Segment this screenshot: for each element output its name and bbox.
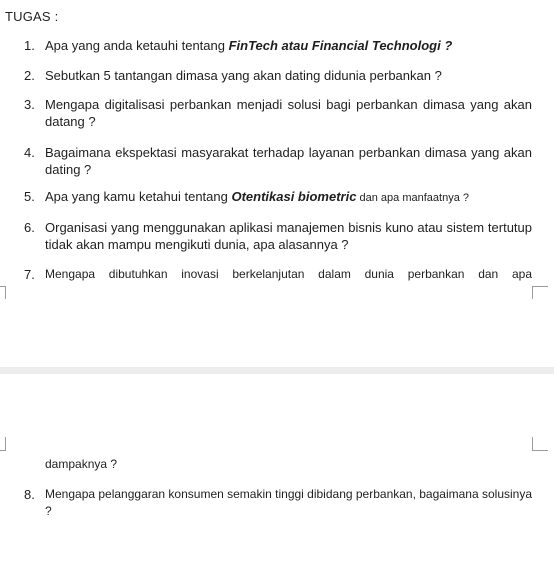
question-number: 5.: [24, 189, 35, 204]
question-text: Apa yang kamu ketahui tentang: [45, 189, 232, 204]
question-7-continued: [24, 456, 532, 473]
question-5: [24, 188, 532, 207]
question-number: 1.: [24, 38, 35, 53]
page-corner-top-right: [532, 437, 548, 451]
question-number: 6.: [24, 220, 35, 235]
question-text: Organisasi yang menggunakan aplikasi manajemen bisnis kuno atau sistem tertutup tidak akan mampu mengikuti dunia, apa alasannya ?: [45, 220, 532, 252]
question-6: [24, 219, 532, 253]
question-1: [24, 37, 532, 54]
question-number: 2.: [24, 68, 35, 83]
assignment-heading: TUGAS :: [5, 9, 59, 24]
question-emphasis: Otentikasi biometric: [231, 189, 357, 204]
question-4: [24, 144, 532, 178]
question-text: Mengapa pelanggaran konsumen semakin tinggi dibidang perbankan, bagaimana solusinya ?: [45, 487, 533, 518]
question-text: dampaknya ?: [45, 457, 118, 471]
question-7: [24, 266, 532, 283]
question-number: 4.: [24, 145, 35, 160]
page-break: [0, 367, 554, 374]
question-text: Apa yang anda ketauhi tentang: [45, 38, 229, 53]
question-text: Mengapa dibutuhkan inovasi berkelanjutan dalam dunia perbankan dan apa: [45, 267, 532, 281]
page-corner-top-left: [0, 437, 6, 451]
question-text: Bagaimana ekspektasi masyarakat terhadap layanan perbankan dimasa yang akan dating ?: [45, 145, 532, 177]
question-emphasis: FinTech atau Financial Technologi ?: [228, 38, 453, 53]
question-text: Sebutkan 5 tantangan dimasa yang akan dating didunia perbankan ?: [45, 68, 442, 83]
question-text: Mengapa digitalisasi perbankan menjadi solusi bagi perbankan dimasa yang akan datang ?: [45, 97, 532, 129]
question-2: [24, 67, 532, 84]
question-tail: dan apa manfaatnya ?: [356, 192, 469, 204]
question-3: [24, 96, 532, 130]
question-8: [24, 486, 532, 520]
question-number: 3.: [24, 97, 35, 112]
page-corner-bottom-left: [0, 286, 6, 299]
page-corner-bottom-right: [532, 286, 548, 299]
question-number: 7.: [24, 267, 35, 282]
question-number: 8.: [24, 487, 35, 502]
